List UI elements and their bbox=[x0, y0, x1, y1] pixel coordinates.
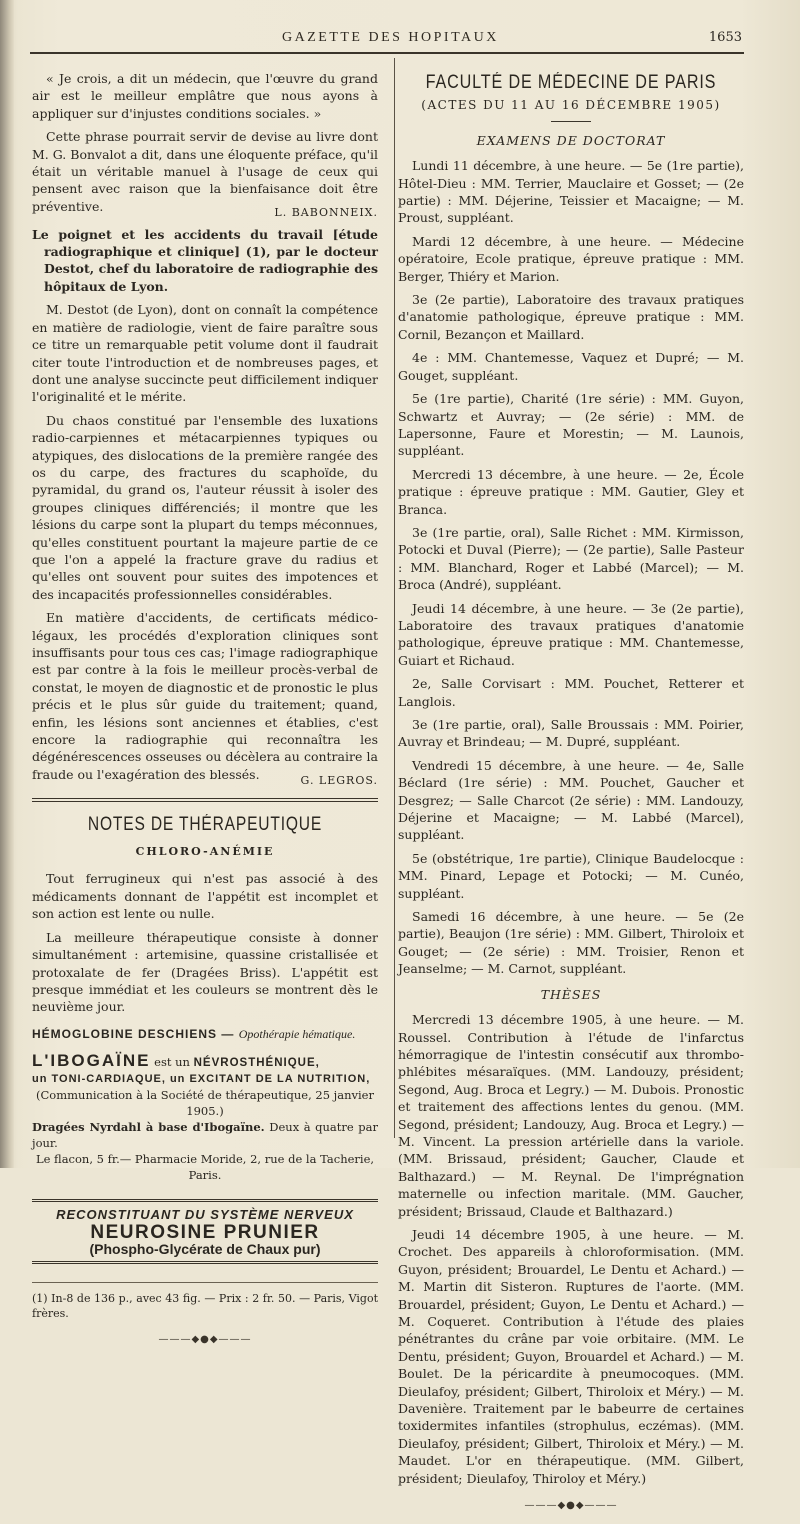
ad-neurosine: RECONSTITUANT DU SYSTÈME NERVEUX NEUROSINE PRUNIER (Phospho-Glycérate de Chaux pur) bbox=[32, 1199, 378, 1264]
faculty-title: FACULTÉ DE MÉDECINE DE PARIS bbox=[425, 72, 717, 93]
exam-entry: Lundi 11 décembre, à une heure. — 5e (1re partie), Hôtel-Dieu : MM. Terrier, Mauclaire et Gosset; — (2e partie) : MM. Déjerine, Teissier et Macaigne; — M. Proust, suppléant. bbox=[398, 158, 744, 226]
thesis-entry: Jeudi 14 décembre 1905, à une heure. — M. Crochet. Des appareils à chloroformisation. (MM. Guyon, président; Brouardel, Le Dentu et Achard.) — M. Martin dit Sisteron. Ruptures de l'aorte. (MM. Brouardel, président; Guyon, Le Dentu et Achard.) — M. Coqueret. Contribution à l'étude des plaies pénétrantes du crâne par voie orbitaire. (MM. Le Dentu, président; Guyon, Brouardel et Achard.) — M. Boulet. De la péricardite à pneumocoques. (MM. Dieulafoy, président; Gilbert, Thiroloix et Méry.) — M. Davenière. Traitement par le babeurre de certaines toxidermites infantiles (strophulus, eczémas). (MM. Dieulafoy, président; Gilbert, Thiroloix et Méry.) — M. Maudet. L'or en thérapeutique. (MM. Gilbert, président; Dieulafoy, Thiroloy et Méry.) bbox=[398, 1226, 744, 1486]
book-review-title: Le poignet et les accidents du travail [étude radiographique et clinique] (1), par le docteur Destot, chef du laboratoire de radiographie des hôpitaux de Lyon. bbox=[32, 226, 378, 294]
review-paragraph: Cette phrase pourrait servir de devise au livre dont M. G. Bonvalot a dit, dans une éloquente préface, qu'il était un véritable manuel à l'usage de ceux qui pensent avec raison que la bienfaisance doit être préventive. bbox=[32, 129, 378, 214]
page-header bbox=[32, 30, 742, 50]
notes-subtitle: CHLORO-ANÉMIE bbox=[135, 845, 275, 859]
right-column bbox=[398, 70, 744, 1524]
ad-ibogaine: L'IBOGAÏNE est un NÉVROSTHÉNIQUE, un TONI-CARDIAQUE, un EXCITANT DE LA NUTRITION, (Communication à la Société de thérapeutique, 25 janvier 1905.) Dragées Nyrdahl à base d'Ibogaïne. Deux à quatre par jour. Le flacon, 5 fr.— Pharmacie Moride, 2, rue de la Tacherie, Paris. bbox=[32, 1051, 378, 1183]
notes-section-title: NOTES DE THÉRAPEUTIQUE bbox=[87, 813, 323, 835]
quote-paragraph: « Je crois, a dit un médecin, que l'œuvre du grand air est le meilleur emplâtre que nous ayons à appliquer sur d'injustes conditions sociales. » bbox=[32, 71, 378, 121]
signature-legros: G. LEGROS. bbox=[300, 774, 378, 788]
review-paragraph: En matière d'accidents, de certificats médico-légaux, les procédés d'exploration cliniques sont insuffisants pour tous ces cas; l'image radiographique est par contre à la fois le meilleur procès-verbal de constat, le moyen de diagnostic et de pronostic le plus précis et le plus sûr guide du traitement; quand, enfin, les lésions sont anciennes et établies, c'est encore la radiographie qui reconnaîtra les dégénérescences osseuses ou décèlera au contraire la fraude ou l'exagération des blessés. bbox=[32, 610, 378, 782]
exams-title: EXAMENS DE DOCTORAT bbox=[476, 132, 666, 148]
exam-entry: Jeudi 14 décembre, à une heure. — 3e (2e partie), Laboratoire des travaux pratiques d'anatomie pathologique, épreuve pratique : MM. Chantemesse, Guiart et Richaud. bbox=[398, 600, 744, 668]
ornament-divider: ———◆●◆——— bbox=[524, 1500, 618, 1512]
journal-title: GAZETTE DES HOPITAUX bbox=[282, 30, 499, 45]
exam-entry: Mercredi 13 décembre, à une heure. — 2e, École pratique : épreuve pratique : MM. Gautier, Gley et Branca. bbox=[398, 466, 744, 517]
section-rule bbox=[32, 798, 378, 802]
thesis-entry: Mercredi 13 décembre 1905, à une heure. — M. Roussel. Contribution à l'étude de l'infarctus hémorragique de l'intestin consécutif aux thrombo-phlébites mésaraïques. (MM. Landouzy, président; Segond, Aug. Broca et Legry.) — M. Dubois. Pronostic et traitement des affections lentes du genou. (MM. Segond, président; Landouzy, Aug. Broca et Legry.) — M. Vincent. La pression artérielle dans la variole. (MM. Brissaud, président; Gaucher, Claude et Balthazard.) — M. Reynal. De l'imprégnation maternelle ou infection maritale. (MM. Gaucher, président; Brissaud, Claude et Balthazard.) bbox=[398, 1012, 744, 1219]
ornament-divider: ———◆●◆——— bbox=[158, 1334, 252, 1346]
exam-entry: 4e : MM. Chantemesse, Vaquez et Dupré; — M. Gouget, suppléant. bbox=[398, 350, 744, 383]
exam-entry: 5e (obstétrique, 1re partie), Clinique Baudelocque : MM. Pinard, Lepage et Potocki; — M. Cunéo, suppléant. bbox=[398, 850, 744, 901]
theses-title: THÈSES bbox=[540, 986, 602, 1002]
header-rule bbox=[30, 52, 744, 54]
left-column bbox=[32, 70, 378, 1359]
faculty-subtitle: (ACTES DU 11 AU 16 DÉCEMBRE 1905) bbox=[421, 98, 721, 113]
ad-hemoglobine: HÉMOGLOBINE DESCHIENS — Opothérapie hématique. bbox=[32, 1026, 356, 1041]
exam-entry: Samedi 16 décembre, à une heure. — 5e (2e partie), Beaujon (1re série) : MM. Gilbert, Thiroloix et Gouget; — (2e série) : MM. Troisier, Renon et Jeanselme; — M. Carnot, suppléant. bbox=[398, 909, 744, 977]
footnote: (1) In-8 de 136 p., avec 43 fig. — Prix : 2 fr. 50. — Paris, Vigot frères. bbox=[32, 1282, 378, 1321]
exam-entry: 3e (1re partie, oral), Salle Broussais : MM. Poirier, Auvray et Brindeau; — M. Dupré, suppléant. bbox=[398, 717, 744, 750]
exam-entry: 3e (2e partie), Laboratoire des travaux pratiques d'anatomie pathologique, épreuve pratique : MM. Cornil, Bezançon et Maillard. bbox=[398, 292, 744, 342]
binding-spine bbox=[0, 0, 14, 1168]
notes-paragraph: Tout ferrugineux qui n'est pas associé à des médicaments donnant de l'appétit est incomplet et son action est lente ou nulle. bbox=[32, 871, 378, 922]
exam-entry: Vendredi 15 décembre, à une heure. — 4e, Salle Béclard (1re série) : MM. Pouchet, Gaucher et Desgrez; — Salle Charcot (2e série) : MM. Landouzy, Déjerine et Macaigne; — M. Labbé (Marcel), suppléant. bbox=[398, 757, 744, 843]
signature-babonneix: L. BABONNEIX. bbox=[274, 206, 378, 220]
exam-entry: 5e (1re partie), Charité (1re série) : MM. Guyon, Schwartz et Auvray; — (2e série) : MM. de Lapersonne, Faure et Morestin; — M. Launois, suppléant. bbox=[398, 391, 744, 459]
exam-entry: Mardi 12 décembre, à une heure. — Médecine opératoire, Ecole pratique, épreuve pratique : MM. Berger, Thiéry et Marion. bbox=[398, 233, 744, 284]
page-number: 1653 bbox=[708, 30, 742, 45]
notes-paragraph: La meilleure thérapeutique consiste à donner simultanément : artemisine, quassine cristallisée et protoxalate de fer (Dragées Briss). L'appétit est presque immédiat et les couleurs se montrent dès le neuvième jour. bbox=[32, 929, 378, 1015]
exam-entry: 2e, Salle Corvisart : MM. Pouchet, Retterer et Langlois. bbox=[398, 676, 744, 709]
review-paragraph: Du chaos constitué par l'ensemble des luxations radio-carpiennes et métacarpiennes typiques ou atypiques, des dislocations de la première rangée des os du carpe, des fractures du scaphoïde, du pyramidal, du grand os, l'auteur réussit à isoler des groupes cliniques différenciés; il montre que les lésions du carpe sont la plupart du temps méconnues, qu'elles constituent pourtant la majeure partie de ce que l'on a appelé la fracture grave du radius et qu'elles ont souvent pour suites des impotences et des incapacités professionnelles considérables. bbox=[32, 412, 378, 602]
review-paragraph: M. Destot (de Lyon), dont on connaît la compétence en matière de radiologie, vient de faire paraître sous ce titre un remarquable petit volume dont il faudrait citer toute l'introduction et de nombreuses pages, et dont une analyse succincte peut difficilement indiquer l'originalité et le mérite. bbox=[32, 302, 378, 405]
column-divider bbox=[394, 58, 395, 1138]
exam-entry: 3e (1re partie, oral), Salle Richet : MM. Kirmisson, Potocki et Duval (Pierre); — (2e partie), Salle Pasteur : MM. Blanchard, Roger et Labbé (Marcel); — M. Broca (André), suppléant. bbox=[398, 524, 744, 593]
short-rule bbox=[551, 121, 591, 122]
